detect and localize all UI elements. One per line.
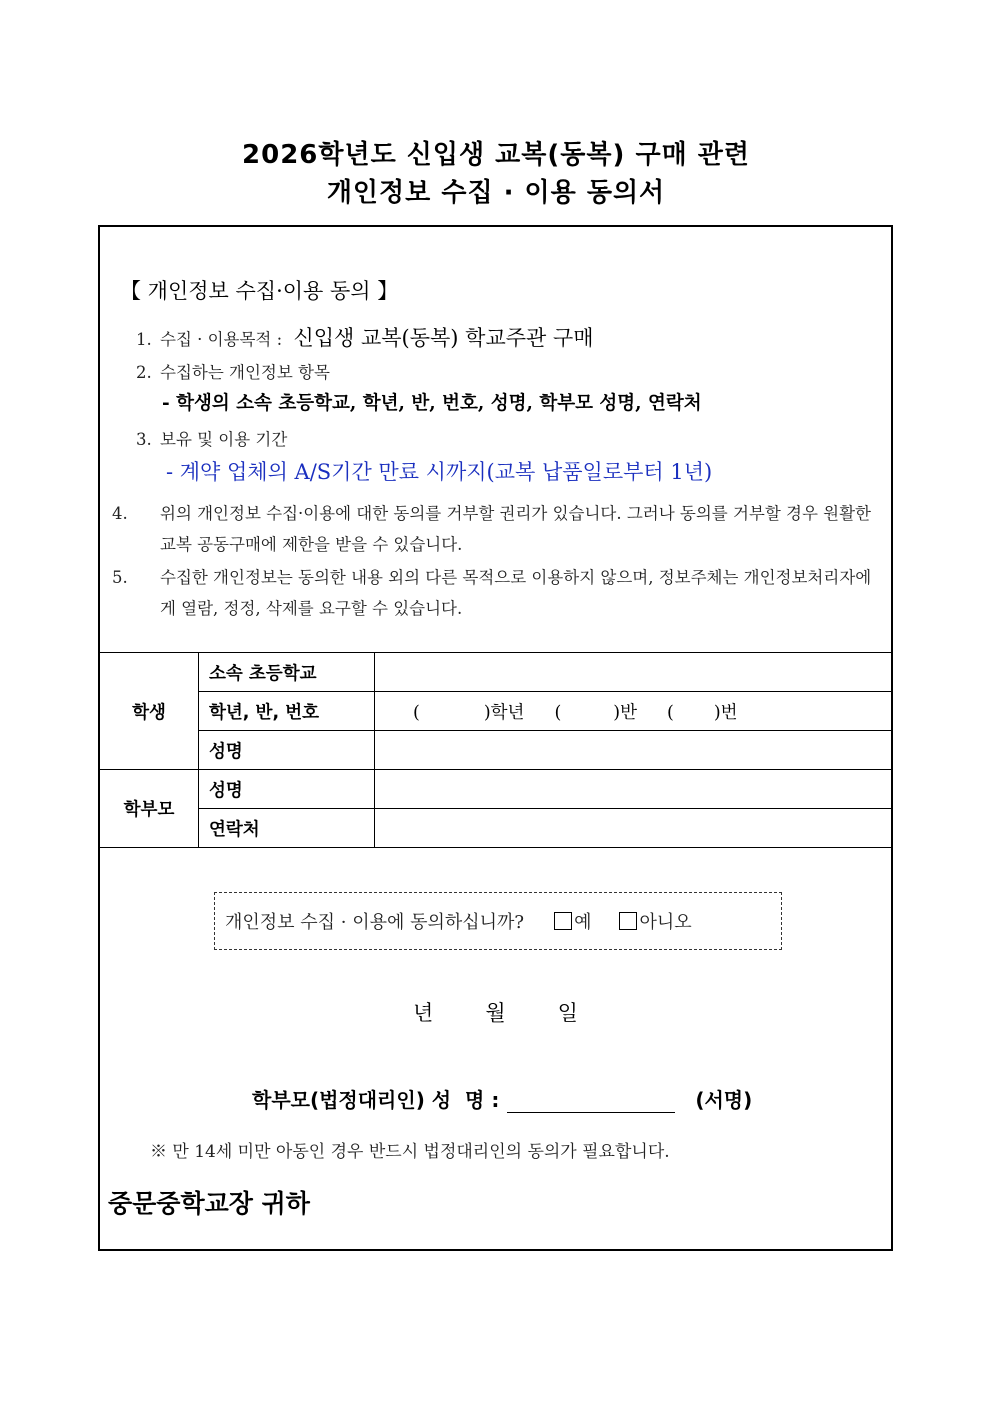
table-row <box>100 809 891 848</box>
date-line <box>100 997 891 1027</box>
consent-no-option[interactable] <box>619 908 691 934</box>
school-label: 소속 초등학교 <box>199 653 375 692</box>
collected-items-detail: - 학생의 소속 초등학교, 학년, 반, 번호, 성명, 학부모 성명, 연락처 <box>162 393 702 414</box>
grade-open: ( <box>413 702 420 723</box>
item-number: 2. <box>136 363 152 382</box>
form-frame <box>98 225 893 1251</box>
class-unit: )반 <box>613 702 638 723</box>
title-line-2: 개인정보 수집 · 이용 동의서 <box>326 178 666 208</box>
class-open: ( <box>554 702 562 723</box>
grade-unit: )학년 <box>483 702 525 723</box>
refusal-rights-item <box>112 498 881 560</box>
table-row <box>100 770 891 809</box>
applicant-info-table <box>100 652 891 848</box>
student-name-field[interactable] <box>375 731 892 770</box>
table-row <box>100 692 891 731</box>
consent-yes-option[interactable] <box>554 908 591 934</box>
consent-question: 개인정보 수집 · 이용에 동의하십니까? <box>225 912 525 933</box>
consent-yes-label: 예 <box>574 912 592 933</box>
refusal-rights-text: 위의 개인정보 수집·이용에 대한 동의를 거부할 권리가 있습니다. 그러나 동의를 거부할 경우 원활한 교복 공동구매에 제한을 받을 수 있습니다. <box>160 504 871 554</box>
year-label: 년 <box>413 1001 434 1025</box>
number-unit: )번 <box>713 702 738 723</box>
contact-field[interactable] <box>375 809 892 848</box>
title-line-1: 2026학년도 신입생 교복(동복) 구매 관련 <box>242 140 750 170</box>
purpose-label: 수집 · 이용목적 : <box>160 330 283 349</box>
signature-field[interactable] <box>507 1088 675 1113</box>
age-notice: ※ 만 14세 미만 아동인 경우 반드시 법정대리인의 동의가 필요합니다. <box>150 1142 670 1162</box>
school-field[interactable] <box>375 653 892 692</box>
item-number: 3. <box>136 430 152 449</box>
collected-items-item <box>136 359 330 383</box>
collected-items-label: 수집하는 개인정보 항목 <box>160 363 330 382</box>
month-label: 월 <box>485 1001 506 1025</box>
purpose-value: 신입생 교복(동복) 학교주관 구매 <box>293 326 594 350</box>
retention-label: 보유 및 이용 기간 <box>160 430 288 449</box>
parent-name-label: 성명 <box>199 770 375 809</box>
signature-label: 학부모(법정대리인) 성 명 : <box>252 1088 500 1112</box>
student-group-label: 학생 <box>100 653 199 770</box>
consent-terms-section <box>100 227 891 652</box>
item-number: 1. <box>136 330 152 349</box>
day-label: 일 <box>557 1001 578 1025</box>
retention-detail: - 계약 업체의 A/S기간 만료 시까지(교복 납품일로부터 1년) <box>166 460 713 484</box>
consent-question-box <box>214 892 782 950</box>
table-row <box>100 731 891 770</box>
contact-label: 연락처 <box>199 809 375 848</box>
usage-limit-text: 수집한 개인정보는 동의한 내용 외의 다른 목적으로 이용하지 않으며, 정보주체는 개인정보처리자에게 열람, 정정, 삭제를 요구할 수 있습니다. <box>160 568 872 618</box>
retention-item <box>136 426 287 450</box>
section-heading: 【 개인정보 수집·이용 동의 】 <box>120 279 399 303</box>
consent-no-label: 아니오 <box>639 912 692 933</box>
student-name-label: 성명 <box>199 731 375 770</box>
number-open: ( <box>667 702 674 723</box>
document-title <box>0 136 992 212</box>
usage-limit-item <box>112 562 881 624</box>
table-row <box>100 653 891 692</box>
item-number: 5. <box>112 568 128 587</box>
item-number: 4. <box>112 504 128 523</box>
grade-class-number-label: 학년, 반, 번호 <box>199 692 375 731</box>
grade-class-number-field[interactable] <box>375 692 892 731</box>
checkbox-icon[interactable] <box>619 912 637 930</box>
signature-line <box>252 1084 752 1113</box>
recipient: 중문중학교장 귀하 <box>108 1189 310 1218</box>
purpose-item <box>136 322 594 352</box>
checkbox-icon[interactable] <box>554 912 572 930</box>
parent-name-field[interactable] <box>375 770 892 809</box>
parent-group-label: 학부모 <box>100 770 199 848</box>
signature-suffix: (서명) <box>695 1088 753 1112</box>
